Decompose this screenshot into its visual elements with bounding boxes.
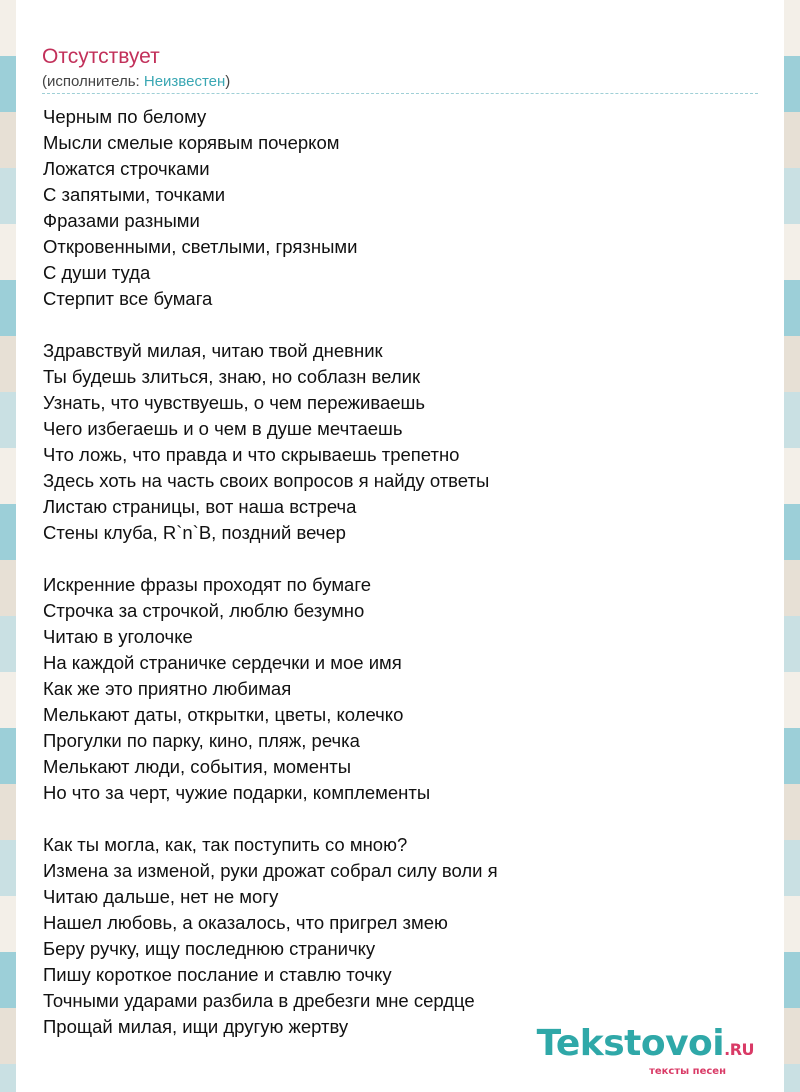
lyric-line: Листаю страницы, вот наша встреча <box>43 496 357 517</box>
lyric-line: Пишу короткое послание и ставлю точку <box>43 964 392 985</box>
performer-label: (исполнитель: <box>42 73 144 90</box>
lyric-line: Стены клуба, R`n`B, поздний вечер <box>43 522 346 543</box>
logo-tld: .RU <box>724 1040 754 1059</box>
site-logo[interactable] <box>537 1024 754 1077</box>
artist-link[interactable]: Неизвестен <box>143 73 226 90</box>
lyric-line: Точными ударами разбила в дребезги мне сердце <box>43 990 475 1011</box>
stanza <box>43 572 763 806</box>
lyric-line: Нашел любовь, а оказалось, что пригрел змею <box>43 912 448 933</box>
lyric-line: Как же это приятно любимая <box>43 678 292 699</box>
lyric-line: Стерпит все бумага <box>43 288 213 309</box>
lyric-line: Как ты могла, как, так поступить со мною? <box>43 834 408 855</box>
lyric-line: Искренние фразы проходят по бумаге <box>43 574 371 595</box>
lyric-line: На каждой страничке сердечки и мое имя <box>43 652 402 673</box>
lyric-line: Читаю в уголочке <box>43 626 193 647</box>
logo-tagline: тексты песен <box>649 1066 726 1077</box>
lyric-line: Узнать, что чувствуешь, о чем переживаешь <box>43 392 426 413</box>
stanza <box>43 832 763 1040</box>
lyric-line: С души туда <box>43 262 151 283</box>
lyric-line: Чего избегаешь и о чем в душе мечтаешь <box>43 418 403 439</box>
stanza <box>43 338 763 546</box>
lyric-line: Но что за черт, чужие подарки, комплементы <box>43 782 431 803</box>
lyric-line: Измена за изменой, руки дрожат собрал силу воли я <box>43 860 498 881</box>
lyric-line: Беру ручку, ищу последнюю страничку <box>43 938 376 959</box>
lyric-line: Ложатся строчками <box>43 158 210 179</box>
song-title: Отсутствует <box>42 45 160 68</box>
performer-close: ) <box>225 73 231 90</box>
lyrics-sheet <box>16 0 784 1092</box>
lyric-line: Здравствуй милая, читаю твой дневник <box>43 340 383 361</box>
lyric-line: Откровенными, светлыми, грязными <box>43 236 358 257</box>
logo-name: Tekstovoi <box>536 1023 725 1064</box>
lyrics-body <box>43 104 763 1066</box>
stanza <box>43 104 763 312</box>
lyric-line: Прощай милая, ищи другую жертву <box>43 1016 349 1037</box>
lyric-line: Читаю дальше, нет не могу <box>43 886 279 907</box>
lyric-line: Ты будешь злиться, знаю, но соблазн велик <box>43 366 421 387</box>
lyric-line: Строчка за строчкой, люблю безумно <box>43 600 365 621</box>
logo-wordmark <box>537 1024 754 1070</box>
lyric-line: Черным по белому <box>43 106 207 127</box>
lyric-line: Здесь хоть на часть своих вопросов я найду ответы <box>43 470 490 491</box>
performer-line <box>42 73 230 91</box>
lyric-line: С запятыми, точками <box>43 184 226 205</box>
lyric-line: Прогулки по парку, кино, пляж, речка <box>43 730 360 751</box>
lyric-line: Мысли смелые корявым почерком <box>43 132 340 153</box>
lyric-line: Мелькают даты, открытки, цветы, колечко <box>43 704 404 725</box>
lyric-line: Фразами разными <box>43 210 200 231</box>
lyric-line: Мелькают люди, события, моменты <box>43 756 352 777</box>
title-divider <box>42 93 758 94</box>
lyric-line: Что ложь, что правда и что скрываешь трепетно <box>43 444 460 465</box>
